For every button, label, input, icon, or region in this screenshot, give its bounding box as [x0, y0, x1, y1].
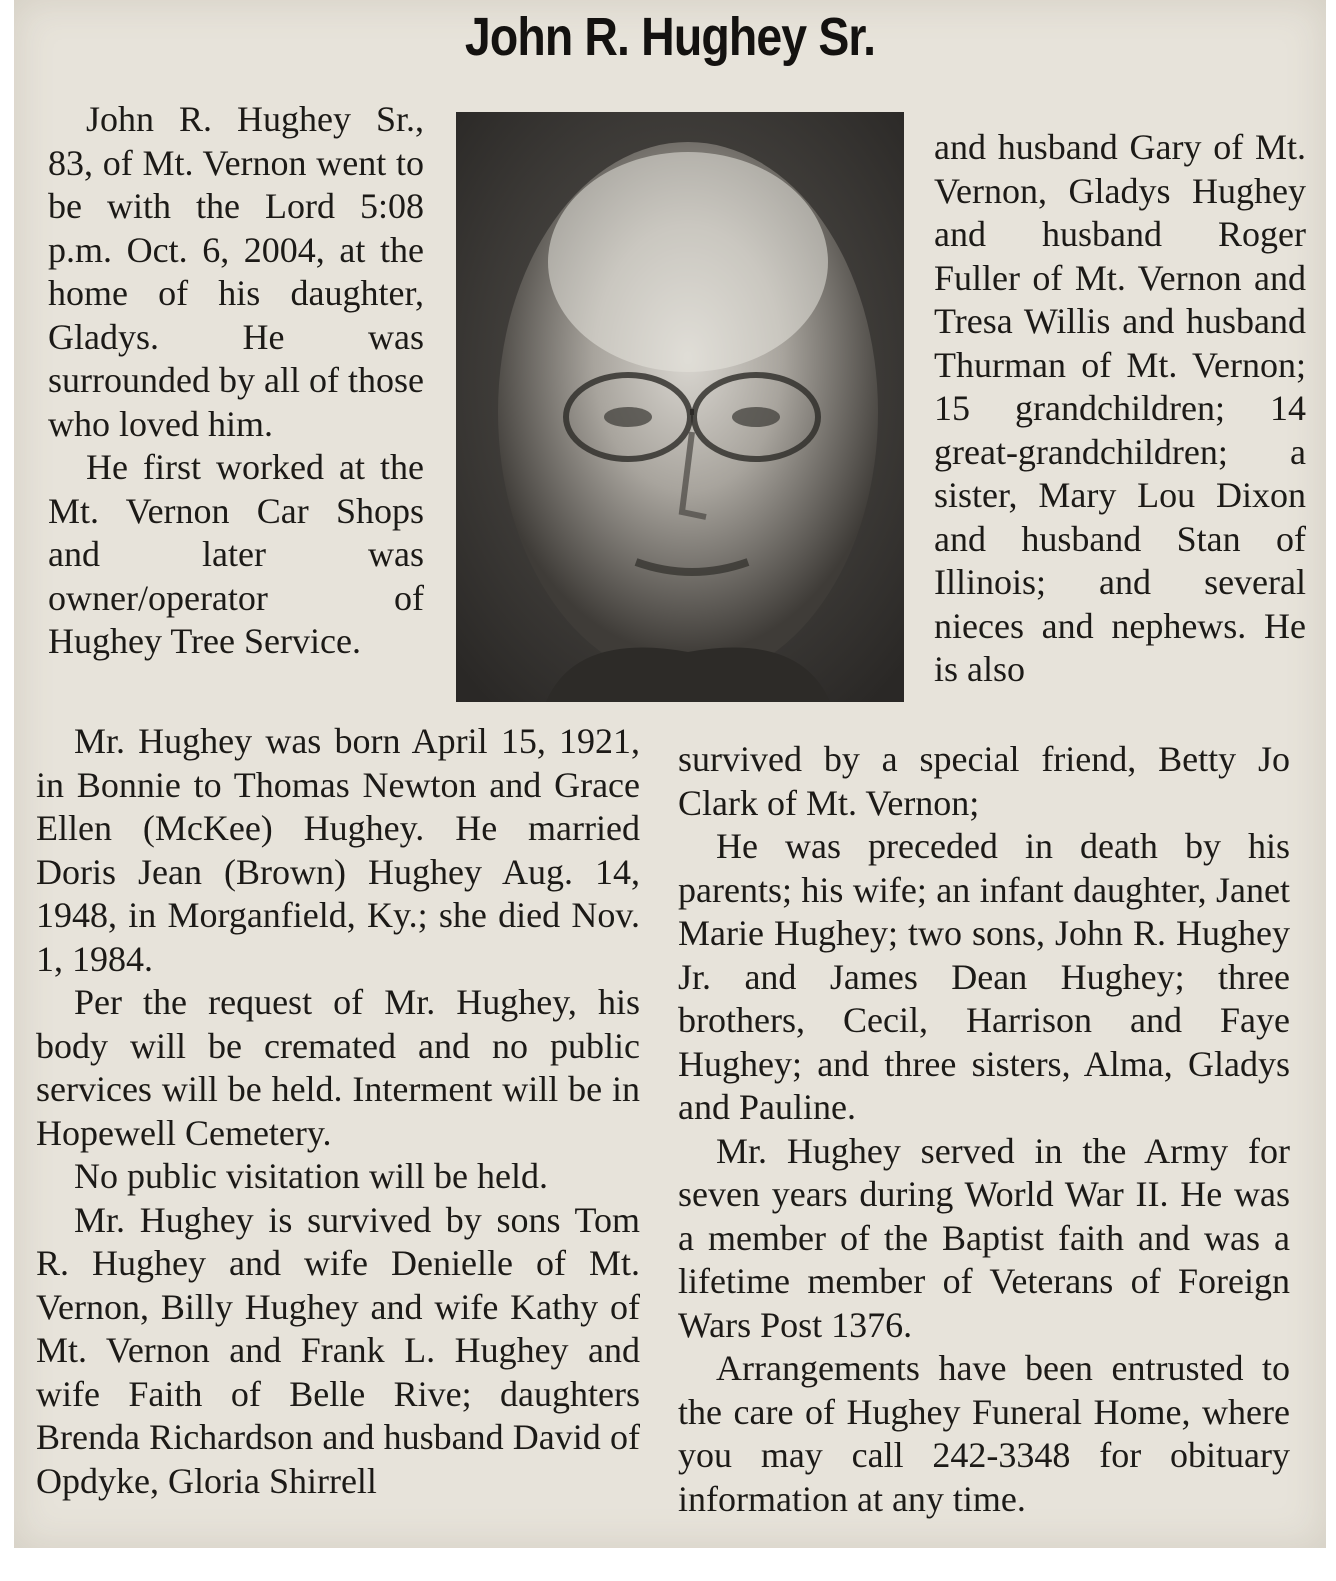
obituary-paragraph: He first worked at the Mt. Vernon Car Shops and later was owner/operator of Hughey Tree Service.	[48, 447, 424, 661]
left-column-bottom	[36, 720, 640, 1503]
right-column-top	[934, 126, 1306, 692]
obituary-headline: John R. Hughey Sr.	[464, 7, 876, 67]
obituary-paragraph: John R. Hughey Sr., 83, of Mt. Vernon went to be with the Lord 5:08 p.m. Oct. 6, 2004, at the home of his daughter, Gladys. He was surrounded by all of those who loved him.	[48, 99, 424, 444]
obituary-paragraph: survived by a special friend, Betty Jo Clark of Mt. Vernon;	[678, 739, 1290, 823]
portrait-photo	[456, 112, 904, 702]
obituary-paragraph: Mr. Hughey is survived by sons Tom R. Hughey and wife Denielle of Mt. Vernon, Billy Hughey and wife Kathy of Mt. Vernon and Frank L. Hughey and wife Faith of Belle Rive; daughters Brenda Richardson and husband David of Opdyke, Gloria Shirrell	[36, 1199, 640, 1501]
left-column-top	[48, 98, 424, 664]
obituary-paragraph: and husband Gary of Mt. Vernon, Gladys Hughey and husband Roger Fuller of Mt. Vernon and Tresa Willis and husband Thurman of Mt. Vernon; 15 grandchildren; 14 great-grandchildren; a sister, Mary Lou Dixon and husband Stan of Illinois; and several nieces and nephews. He is also	[934, 127, 1306, 689]
obituary-paragraph: Arrangements have been entrusted to the care of Hughey Funeral Home, where you may call 242-3348 for obituary information at any time.	[678, 1348, 1290, 1519]
right-column-bottom	[678, 738, 1290, 1521]
obituary-paragraph: He was preceded in death by his parents; his wife; an infant daughter, Janet Marie Hughey; two sons, John R. Hughey Jr. and James Dean Hughey; three brothers, Cecil, Harrison and Faye Hughey; and three sisters, Alma, Gladys and Pauline.	[678, 826, 1290, 1127]
obituary-paragraph: Mr. Hughey served in the Army for seven years during World War II. He was a member of the Baptist faith and was a lifetime member of Veterans of Foreign Wars Post 1376.	[678, 1130, 1290, 1345]
obituary-paragraph: Mr. Hughey was born April 15, 1921, in Bonnie to Thomas Newton and Grace Ellen (McKee) Hughey. He married Doris Jean (Brown) Hughey Aug. 14, 1948, in Morganfield, Ky.; she died Nov. 1, 1984.	[36, 721, 640, 979]
newspaper-clipping	[14, 0, 1326, 1548]
obituary-paragraph: No public visitation will be held.	[74, 1156, 548, 1196]
portrait-image	[456, 112, 904, 702]
obituary-paragraph: Per the request of Mr. Hughey, his body will be cremated and no public services will be held. Interment will be in Hopewell Cemetery.	[36, 982, 640, 1153]
